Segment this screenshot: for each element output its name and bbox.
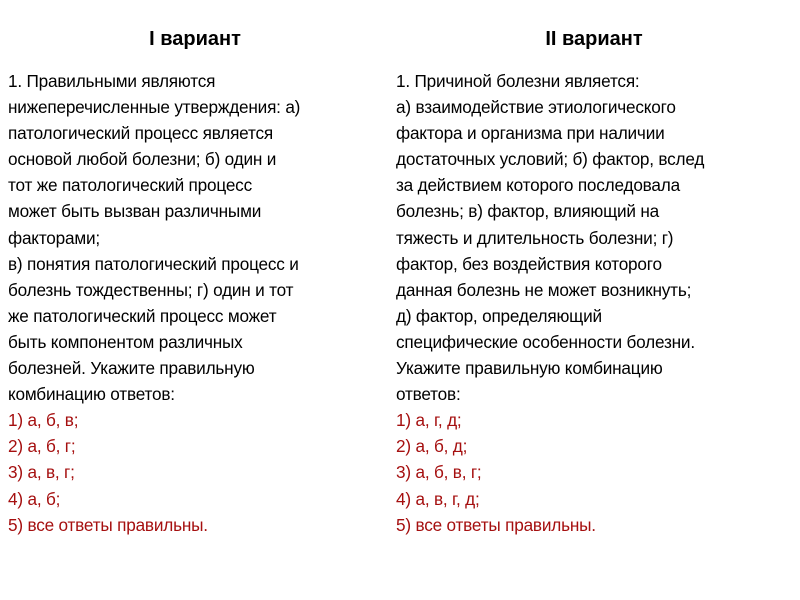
answer-option: 3) а, в, г; (8, 462, 75, 483)
answer-option: 2) а, б, г; (8, 436, 76, 457)
answer-option: 4) а, в, г, д; (396, 488, 480, 509)
answer-option: 1) а, б, в; (8, 410, 79, 431)
question-line: комбинацию ответов: (8, 384, 175, 405)
variant-1-question (8, 68, 300, 538)
question-line: за действием которого последовала (396, 175, 680, 196)
question-line: основой любой болезни; б) один и (8, 149, 277, 170)
question-line: в) понятия патологический процесс и (8, 253, 299, 274)
question-line: быть компонентом различных (8, 331, 243, 352)
question-line: может быть вызван различными (8, 201, 262, 222)
question-line: данная болезнь не может возникнуть; (396, 279, 692, 300)
variant-1-title: I вариант (149, 28, 241, 50)
question-line: Укажите правильную комбинацию (396, 358, 663, 379)
answer-option: 2) а, б, д; (396, 436, 468, 457)
answer-option: 5) все ответы правильны. (8, 514, 208, 535)
question-line: нижеперечисленные утверждения: а) (8, 97, 301, 118)
answer-option: 5) все ответы правильны. (396, 514, 596, 535)
question-line: патологический процесс является (8, 123, 273, 144)
question-line: же патологический процесс может (8, 305, 277, 326)
question-line: болезнь тождественны; г) один и тот (8, 279, 294, 300)
question-line: ответов: (396, 384, 461, 405)
question-line: факторами; (8, 227, 100, 248)
question-line: болезнь; в) фактор, влияющий на (396, 201, 660, 222)
question-line: достаточных условий; б) фактор, вслед (396, 149, 705, 170)
question-line: фактор, без воздействия которого (396, 253, 662, 274)
question-line: специфические особенности болезни. (396, 331, 695, 352)
question-line: а) взаимодействие этиологического (396, 97, 676, 118)
question-line: болезней. Укажите правильную (8, 358, 255, 379)
answer-option: 3) а, б, в, г; (396, 462, 482, 483)
variant-2-title: II вариант (545, 28, 643, 50)
question-line: тяжесть и длительность болезни; г) (396, 227, 674, 248)
question-line: 1. Причиной болезни является: (396, 71, 640, 91)
question-line: 1. Правильными являются (8, 71, 216, 91)
answer-option: 1) а, г, д; (396, 410, 462, 431)
question-line: фактора и организма при наличии (396, 123, 665, 144)
answer-option: 4) а, б; (8, 488, 61, 509)
question-line: тот же патологический процесс (8, 175, 252, 196)
question-line: д) фактор, определяющий (396, 305, 602, 326)
variant-2-question (396, 68, 704, 538)
